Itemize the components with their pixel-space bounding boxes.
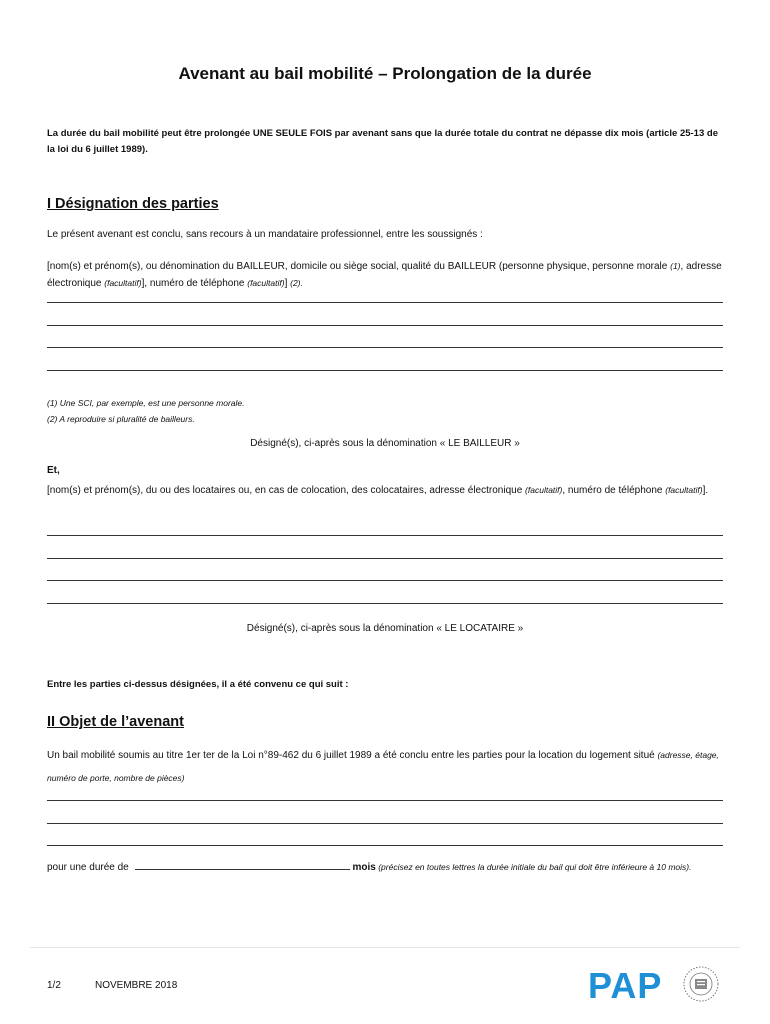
duree-text-italic: (précisez en toutes lettres la durée initiale du bail qui doit être inférieure à 10 mois). <box>375 862 692 872</box>
objet-paragraph <box>47 744 727 790</box>
certification-seal-icon <box>682 965 720 1003</box>
objet-text-italic: (adresse, étage, numéro de porte, nombre de pièces) <box>47 750 719 783</box>
logement-fill-line-2[interactable] <box>47 823 723 824</box>
bailleur-fill-line-1[interactable] <box>47 302 723 303</box>
locataire-text-b: (facultatif) <box>525 485 563 495</box>
section2-heading: II Objet de l’avenant <box>47 714 184 730</box>
bailleur-text-e: ], numéro de téléphone <box>141 278 248 289</box>
designe-locataire: Désigné(s), ci-après sous la dénomination « LE LOCATAIRE » <box>246 623 524 634</box>
duree-text-a: pour une durée de <box>47 862 132 873</box>
locataire-fill-line-1[interactable] <box>47 535 723 536</box>
bailleur-instructions <box>47 258 727 292</box>
bailleur-text-a: [nom(s) et prénom(s), ou dénomination du BAILLEUR, domicile ou siège social, qualité du BAILLEUR (personne physique, personne morale <box>47 261 671 272</box>
footnote-1: (1) Une SCI, par exemple, est une personne morale. <box>47 398 245 408</box>
pap-logo: PAP <box>588 965 663 1006</box>
footnote-2: (2) A reproduire si pluralité de bailleurs. <box>47 414 195 424</box>
footer-page-number: 1/2 <box>47 980 61 991</box>
bailleur-text-g: ] <box>284 278 291 289</box>
document-title: Avenant au bail mobilité – Prolongation de la durée <box>178 64 592 83</box>
section1-heading: I Désignation des parties <box>47 196 219 212</box>
et-label: Et, <box>47 465 60 476</box>
bailleur-text-f: (facultatif) <box>247 278 285 288</box>
bailleur-text-h: (2). <box>290 278 303 288</box>
footer-date: NOVEMBRE 2018 <box>95 980 178 991</box>
locataire-fill-line-4[interactable] <box>47 603 723 604</box>
locataire-instructions <box>47 480 727 501</box>
duree-paragraph <box>47 855 727 880</box>
logement-fill-line-1[interactable] <box>47 800 723 801</box>
footer-divider <box>30 947 740 948</box>
locataire-text-c: , numéro de téléphone <box>562 485 666 496</box>
intro-paragraph: La durée du bail mobilité peut être prolongée UNE SEULE FOIS par avenant sans que la durée totale du contrat ne dépasse dix mois (article 25-13 de la loi du 6 juillet 1989). <box>47 128 718 155</box>
duree-fill-blank[interactable] <box>135 861 350 870</box>
locataire-fill-line-3[interactable] <box>47 580 723 581</box>
bailleur-text-c: , adresse électronique <box>47 261 722 289</box>
section1-intro: Le présent avenant est conclu, sans recours à un mandataire professionnel, entre les soussignés : <box>47 229 483 240</box>
locataire-text-d: (facultatif) <box>665 485 703 495</box>
convenu-text: Entre les parties ci-dessus désignées, il a été convenu ce qui suit : <box>47 679 349 690</box>
duree-text-mois: mois <box>352 862 376 873</box>
locataire-fill-line-2[interactable] <box>47 558 723 559</box>
designe-bailleur: Désigné(s), ci-après sous la dénomination « LE BAILLEUR » <box>250 438 520 449</box>
bailleur-text-b: (1) <box>670 261 681 271</box>
objet-text: Un bail mobilité soumis au titre 1er ter de la Loi n°89-462 du 6 juillet 1989 a été conclu entre les parties pour la location du logement situé <box>47 750 658 761</box>
locataire-text-a: [nom(s) et prénom(s), du ou des locataires ou, en cas de colocation, des colocataires, adresse électronique <box>47 485 526 496</box>
bailleur-fill-line-2[interactable] <box>47 325 723 326</box>
bailleur-text-d: (facultatif) <box>104 278 142 288</box>
logement-fill-line-3[interactable] <box>47 845 723 846</box>
bailleur-fill-line-3[interactable] <box>47 347 723 348</box>
locataire-text-e: ]. <box>702 485 709 496</box>
bailleur-fill-line-4[interactable] <box>47 370 723 371</box>
